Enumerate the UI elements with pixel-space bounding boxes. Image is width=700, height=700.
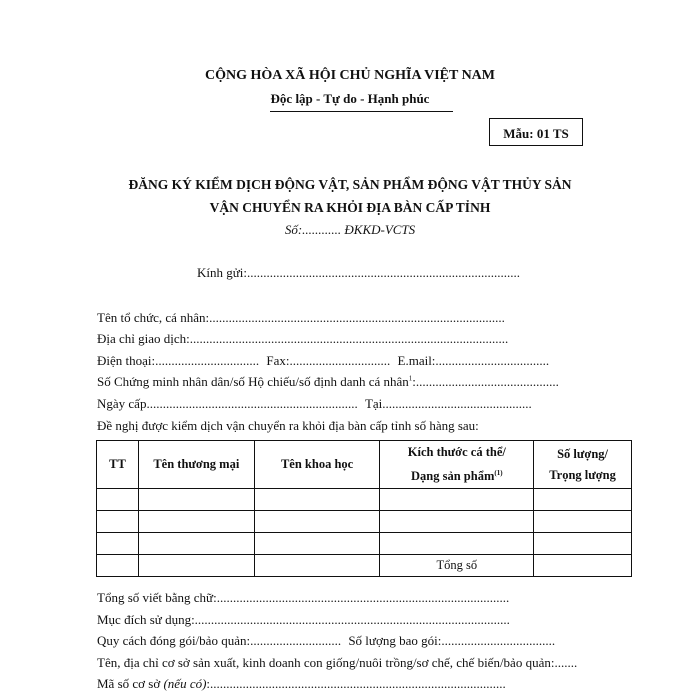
id-footnote-mark: 1 [408, 374, 413, 383]
facility-code-label: Mã số cơ sở [97, 676, 161, 691]
table-cell[interactable] [534, 489, 632, 511]
header-qty-line2: Trọng lượng [549, 467, 616, 482]
address-line[interactable]: Địa chỉ giao dịch:.................................................................................................. [97, 331, 509, 346]
table-cell[interactable] [380, 511, 534, 533]
purpose-line[interactable]: Mục đích sử dụng:................................................................................................. [97, 612, 510, 627]
header-quantity-weight [534, 441, 632, 489]
issue-line[interactable] [97, 396, 532, 412]
id-number-line[interactable] [97, 374, 559, 390]
fax-field[interactable]: Fax:............................... [266, 353, 391, 368]
packing-line[interactable] [97, 633, 555, 649]
facility-code-note: (nếu có) [163, 676, 207, 691]
table-row[interactable] [97, 489, 632, 511]
applicant-name-line[interactable]: Tên tổ chức, cá nhân:........................................................................................... [97, 310, 505, 325]
goods-table [96, 440, 632, 577]
motto: Độc lập - Tự do - Hạnh phúc [270, 91, 430, 106]
table-row[interactable] [97, 533, 632, 555]
table-cell[interactable] [254, 555, 380, 577]
form-title-line2: VẬN CHUYỂN RA KHỎI ĐỊA BÀN CẤP TỈNH [209, 200, 491, 215]
total-in-words-line[interactable]: Tổng số viết bằng chữ:.......................................................................................... [97, 590, 510, 605]
form-code-box: Mẫu: 01 TS [489, 118, 583, 146]
table-cell[interactable] [534, 511, 632, 533]
request-statement: Đề nghị được kiểm dịch vận chuyển ra khỏi địa bàn cấp tỉnh số hàng sau: [97, 418, 479, 433]
registration-number: Số:............ ĐKKD-VCTS [284, 222, 416, 237]
phone-field[interactable]: Điện thoại:................................ [97, 353, 260, 368]
table-total-row[interactable] [97, 555, 632, 577]
package-count-field[interactable]: Số lượng bao gói:................................... [348, 633, 556, 648]
header-qty-line1: Số lượng/ [557, 446, 609, 461]
header-scientific-name: Tên khoa học [254, 441, 380, 489]
header-size-product-form [380, 441, 534, 489]
table-cell[interactable] [380, 489, 534, 511]
id-label: Số Chứng minh nhân dân/số Hộ chiếu/số định danh cá nhân [97, 374, 409, 389]
table-header-row [97, 441, 632, 489]
facility-line[interactable]: Tên, địa chỉ cơ sở sản xuất, kinh doanh con giống/nuôi trồng/sơ chế, chế biến/bảo quản:....... [97, 655, 578, 670]
table-cell[interactable] [97, 533, 139, 555]
header-tt: TT [97, 441, 139, 489]
table-cell[interactable] [138, 533, 254, 555]
total-value-cell[interactable] [534, 555, 632, 577]
facility-code-dots[interactable]: :........................................................................................... [206, 676, 506, 691]
table-cell[interactable] [254, 533, 380, 555]
table-cell[interactable] [534, 533, 632, 555]
packing-field[interactable]: Quy cách đóng gói/bảo quản:............................ [97, 633, 342, 648]
table-row[interactable] [97, 511, 632, 533]
table-cell[interactable] [254, 511, 380, 533]
email-field[interactable]: E.mail:................................... [397, 353, 550, 368]
contact-line[interactable] [97, 353, 549, 369]
header-trade-name: Tên thương mại [138, 441, 254, 489]
table-cell[interactable] [97, 555, 139, 577]
issue-place-field[interactable]: Tại.............................................. [364, 396, 532, 411]
table-cell[interactable] [138, 511, 254, 533]
recipient-line[interactable]: Kính gửi:.................................................................................... [197, 265, 521, 280]
table-cell[interactable] [138, 489, 254, 511]
form-title-line1: ĐĂNG KÝ KIỂM DỊCH ĐỘNG VẬT, SẢN PHẨM ĐỘNG VẬT THỦY SẢN [128, 177, 572, 192]
header-size-line1: Kích thước cá thể/ [407, 444, 506, 459]
header-size-line2: Dạng sản phẩm [411, 469, 495, 484]
issue-date-field[interactable]: Ngày cấp................................................................. [97, 396, 358, 411]
table-cell[interactable] [380, 533, 534, 555]
facility-code-line[interactable] [97, 676, 506, 692]
table-cell[interactable] [138, 555, 254, 577]
motto-underline [270, 111, 453, 112]
table-cell[interactable] [97, 489, 139, 511]
header-size-footnote: (1) [494, 468, 503, 477]
table-cell[interactable] [97, 511, 139, 533]
nation-header: CỘNG HÒA XÃ HỘI CHỦ NGHĨA VIỆT NAM [204, 68, 495, 83]
total-label: Tổng số [380, 555, 534, 577]
id-dots[interactable]: :............................................ [412, 374, 559, 389]
table-cell[interactable] [254, 489, 380, 511]
